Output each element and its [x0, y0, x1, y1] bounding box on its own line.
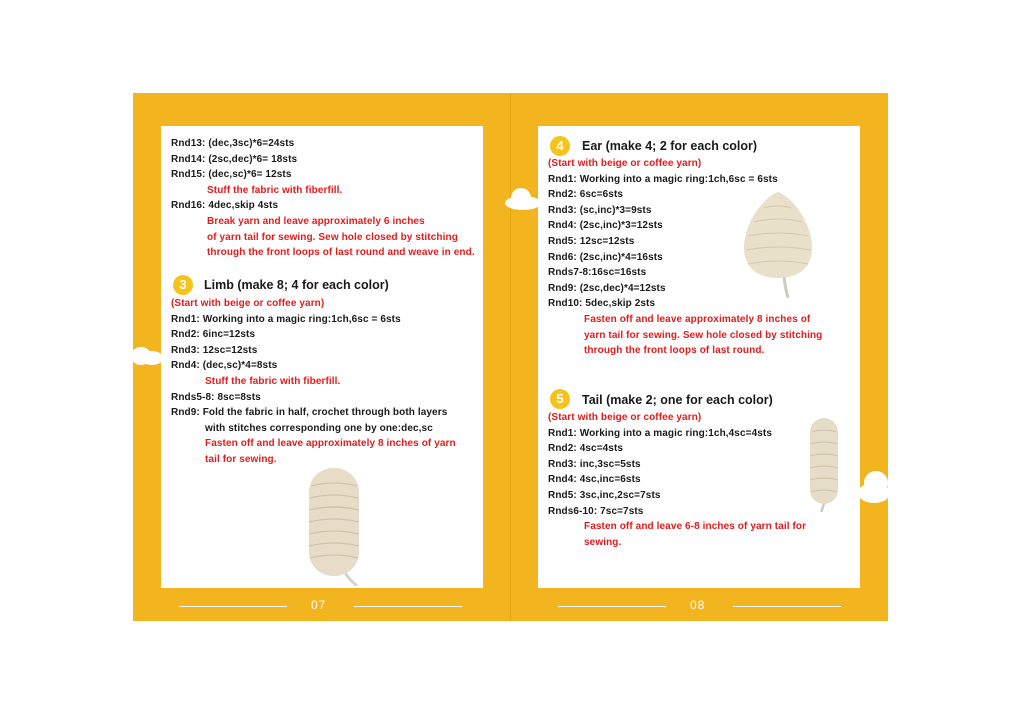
instruction-line: Rnd1: Working into a magic ring:1ch,6sc = 6sts	[548, 173, 778, 185]
section-3-title: Limb (make 8; 4 for each color)	[204, 278, 389, 292]
page-number-right: 08	[690, 598, 706, 612]
instruction-line: Rnd2: 6sc=6sts	[548, 189, 624, 201]
instruction-line: Rnd5: 3sc,inc,2sc=7sts	[548, 490, 661, 501]
section-5-number-badge: 5	[550, 389, 570, 409]
instruction-line: Break yarn and leave approximately 6 inches	[207, 216, 425, 227]
instruction-line: through the front loops of last round.	[584, 345, 765, 357]
footer-rule-left-b	[354, 606, 462, 607]
footer-rule-right-b	[733, 606, 841, 607]
instruction-line: Rnd13: (dec,3sc)*6=24sts	[171, 138, 295, 149]
instruction-line: Rnd10: 5dec,skip 2sts	[548, 298, 656, 310]
instruction-line: Rnd4: (2sc,inc)*3=12sts	[548, 220, 663, 232]
tail-crochet-photo	[804, 416, 844, 512]
limb-crochet-photo	[301, 466, 371, 586]
footer-rule-right-a	[558, 606, 666, 607]
instruction-line: Rnds6-10: 7sc=7sts	[548, 505, 644, 517]
page-gutter	[510, 93, 511, 621]
instruction-line: Rnd4: (dec,sc)*4=8sts	[171, 360, 278, 372]
instruction-line: sewing.	[584, 536, 622, 548]
start-color-note: (Start with beige or coffee yarn)	[171, 298, 325, 309]
instruction-line: Stuff the fabric with fiberfill.	[207, 184, 343, 196]
instruction-line: yarn tail for sewing. Sew hole closed by stitching	[584, 329, 823, 341]
instruction-line: Rnd3: 12sc=12sts	[171, 344, 258, 356]
instruction-line: Rnd6: (2sc,inc)*4=16sts	[548, 251, 663, 263]
instruction-line: Rnd2: 4sc=4sts	[548, 443, 624, 455]
instruction-line: Rnds5-8: 8sc=8sts	[171, 391, 261, 403]
instruction-line: of yarn tail for sewing. Sew hole closed by stitching	[207, 231, 458, 243]
start-color-note: (Start with beige or coffee yarn)	[548, 412, 702, 423]
instruction-line: Stuff the fabric with fiberfill.	[205, 376, 341, 387]
instruction-line: Rnds7-8:16sc=16sts	[548, 267, 647, 279]
cloud-left-icon	[131, 343, 161, 365]
instruction-line: Rnd15: (dec,sc)*6= 12sts	[171, 169, 292, 181]
start-color-note: (Start with beige or coffee yarn)	[548, 158, 702, 169]
instruction-line: Fasten off and leave 6-8 inches of yarn tail for	[584, 521, 807, 533]
page-07-content	[161, 126, 483, 588]
section-4-number-badge: 4	[550, 136, 570, 156]
book-spread	[133, 93, 888, 621]
cloud-right-icon	[858, 471, 890, 503]
instruction-line: through the front loops of last round and weave in end.	[207, 247, 475, 259]
ear-crochet-photo	[738, 188, 818, 298]
instruction-line: Rnd2: 6inc=12sts	[171, 329, 256, 341]
instruction-line: Rnd9: Fold the fabric in half, crochet through both layers	[171, 407, 448, 419]
instruction-line: Rnd4: 4sc,inc=6sts	[548, 474, 641, 486]
instruction-line: Rnd9: (2sc,dec)*4=12sts	[548, 282, 666, 294]
instruction-line: Rnd1: Working into a magic ring:1ch,6sc = 6sts	[171, 313, 401, 325]
section-3-number-badge: 3	[173, 275, 193, 295]
instruction-line: Rnd3: inc,3sc=5sts	[548, 458, 641, 470]
instruction-line: Rnd5: 12sc=12sts	[548, 236, 635, 247]
page-08-content	[538, 126, 860, 588]
instruction-line: tail for sewing.	[205, 454, 277, 465]
instruction-line: Rnd3: (sc,inc)*3=9sts	[548, 204, 652, 216]
section-4-title: Ear (make 4; 2 for each color)	[582, 139, 758, 153]
instruction-line: Fasten off and leave approximately 8 inches of	[584, 314, 811, 325]
instruction-line: Rnd14: (2sc,dec)*6= 18sts	[171, 153, 298, 165]
instruction-line: Rnd1: Working into a magic ring:1ch,4sc=4sts	[548, 427, 772, 439]
instruction-line: Rnd16: 4dec,skip 4sts	[171, 200, 279, 212]
instruction-line: Fasten off and leave approximately 8 inches of yarn	[205, 438, 456, 450]
section-5-title: Tail (make 2; one for each color)	[582, 393, 773, 407]
footer-rule-left-a	[179, 606, 287, 607]
instruction-line: with stitches corresponding one by one:dec,sc	[205, 422, 433, 434]
page-number-left: 07	[311, 598, 327, 612]
cloud-center-icon	[505, 188, 541, 212]
